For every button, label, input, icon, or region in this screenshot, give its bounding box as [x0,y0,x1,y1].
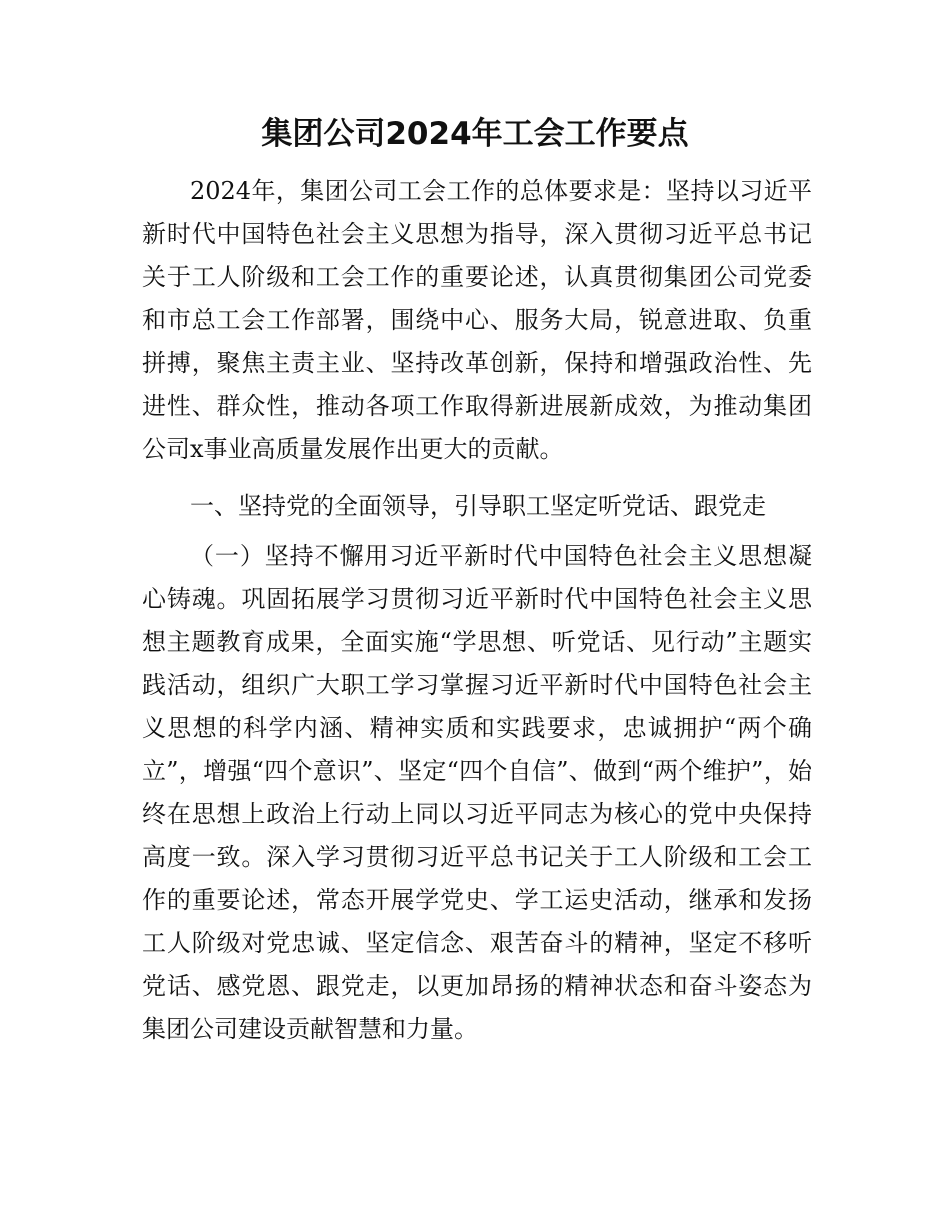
section-heading: 一、坚持党的全面领导，引导职工坚定听党话、跟党走 [190,492,766,520]
document-title: 集团公司2024年工会工作要点 [261,116,689,152]
subsection-paragraph: （一）坚持不懈用习近平新时代中国特色社会主义思想凝心铸魂。巩固拓展学习贯彻习近平新时代中国特色社会主义思想主题教育成果，全面实施“学思想、听党话、见行动”主题实践活动，组织广大职工学习掌握习近平新时代中国特色社会主义思想的科学内涵、精神实质和实践要求，忠诚拥护“两个确立”，增强“四个意识”、坚定“四个自信”、做到“两个维护”，始终在思想上政治上行动上同以习近平同志为核心的党中央保持高度一致。深入学习贯彻习近平总书记关于工人阶级和工会工作的重要论述，常态开展学党史、学工运史活动，继承和发扬工人阶级对党忠诚、坚定信念、艰苦奋斗的精神，坚定不移听党话、感党恩、跟党走，以更加昂扬的精神状态和奋斗姿态为集团公司建设贡献智慧和力量。 [142,542,812,1043]
intro-paragraph: 2024年，集团公司工会工作的总体要求是：坚持以习近平新时代中国特色社会主义思想为指导，深入贯彻习近平总书记关于工人阶级和工会工作的重要论述，认真贯彻集团公司党委和市总工会工作部署，围绕中心、服务大局，锐意进取、负重拼搏，聚焦主责主业、坚持改革创新，保持和增强政治性、先进性、群众性，推动各项工作取得新进展新成效，为推动集团公司x事业高质量发展作出更大的贡献。 [142,177,812,463]
